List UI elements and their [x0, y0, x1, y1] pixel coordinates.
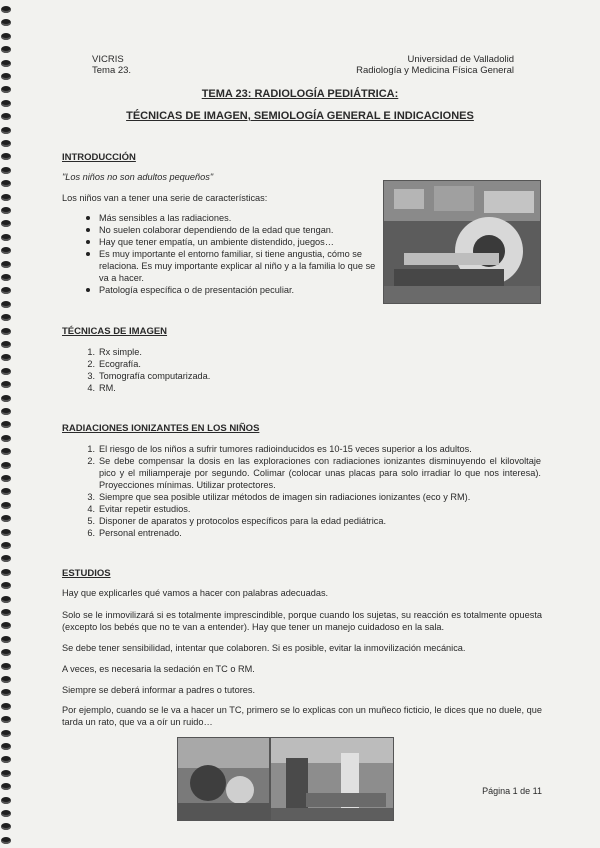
list-item: 1. Rx simple. — [87, 347, 142, 357]
binding-hole — [1, 100, 11, 107]
list-item: 5. Disponer de aparatos y protocolos específicos para la edad pediátrica. — [87, 516, 387, 526]
header-author: VICRIS — [92, 54, 124, 65]
binding-hole — [1, 797, 11, 804]
child-exam-photo-2 — [270, 737, 394, 821]
binding-hole — [1, 127, 11, 134]
binding-hole — [1, 381, 11, 388]
bullet-icon — [86, 240, 90, 244]
binding-hole — [1, 73, 11, 80]
binding-hole — [1, 301, 11, 308]
header-subject: Radiología y Medicina Física General — [356, 65, 514, 76]
studies-paragraph: Se debe tener sensibilidad, intentar que colaboren. Si es posible, evitar la inmovilización mecánica. — [62, 643, 466, 653]
studies-paragraph: Por ejemplo, cuando se le va a hacer un TC, primero se lo explicas con un muñeco ficticio, le dices que no duele, que tarda un rato, que va a oír un ruido… — [62, 705, 542, 727]
list-item: No suelen colaborar dependiendo de la edad que tengan. — [99, 224, 379, 236]
binding-hole — [1, 395, 11, 402]
list-item: Más sensibles a las radiaciones. — [99, 212, 379, 224]
list-item: 6. Personal entrenado. — [87, 528, 182, 538]
binding-hole — [1, 207, 11, 214]
binding-hole — [1, 33, 11, 40]
header-right — [356, 54, 514, 76]
list-item: Hay que tener empatía, un ambiente distendido, juegos… — [99, 236, 379, 248]
binding-hole — [1, 502, 11, 509]
binding-hole — [1, 435, 11, 442]
binding-hole — [1, 689, 11, 696]
binding-hole — [1, 46, 11, 53]
binding-hole — [1, 555, 11, 562]
header-left — [92, 54, 131, 76]
binding-hole — [1, 756, 11, 763]
binding-hole — [1, 354, 11, 361]
binding-hole — [1, 636, 11, 643]
intro-lead: Los niños van a tener una serie de características: — [62, 193, 268, 203]
binding-hole — [1, 529, 11, 536]
spiral-binding — [0, 0, 14, 848]
binding-hole — [1, 515, 11, 522]
radiation-list — [87, 443, 541, 539]
binding-hole — [1, 261, 11, 268]
binding-hole — [1, 328, 11, 335]
binding-hole — [1, 730, 11, 737]
binding-hole — [1, 247, 11, 254]
list-item: Es muy importante el entorno familiar, si tiene angustia, cómo se relaciona. Es muy importante explicar al niño y a la familia lo que se va a hacer. — [99, 248, 379, 284]
header-university: Universidad de Valladolid — [407, 54, 514, 65]
list-item: Patología específica o de presentación peculiar. — [99, 284, 379, 296]
binding-hole — [1, 622, 11, 629]
binding-hole — [1, 19, 11, 26]
section-heading-estudios: ESTUDIOS — [62, 568, 111, 579]
page-title: TEMA 23: RADIOLOGÍA PEDIÁTRICA: — [201, 88, 399, 100]
binding-hole — [1, 837, 11, 844]
binding-hole — [1, 676, 11, 683]
binding-hole — [1, 314, 11, 321]
list-item: 4. Evitar repetir estudios. — [87, 504, 191, 514]
binding-hole — [1, 234, 11, 241]
studies-paragraph: A veces, es necesaria la sedación en TC o RM. — [62, 664, 255, 674]
binding-hole — [1, 408, 11, 415]
binding-hole — [1, 770, 11, 777]
studies-paragraph: Solo se le inmovilizará si es totalmente imprescindible, porque cuando los sujetas, su reacción es totalmente opuesta (excepto los bebés que no te van a entender). Hay que tener un manejo cuidadoso en la sala. — [62, 610, 542, 632]
binding-hole — [1, 703, 11, 710]
bullet-icon — [86, 228, 90, 232]
header-topic: Tema 23. — [92, 65, 132, 76]
binding-hole — [1, 582, 11, 589]
binding-hole — [1, 823, 11, 830]
list-item: 3. Tomografía computarizada. — [87, 371, 211, 381]
section-heading-tecnicas: TÉCNICAS DE IMAGEN — [62, 326, 168, 337]
binding-hole — [1, 448, 11, 455]
list-item: 2. Ecografía. — [87, 359, 141, 369]
bullet-icon — [86, 252, 90, 256]
binding-hole — [1, 421, 11, 428]
binding-hole — [1, 6, 11, 13]
binding-hole — [1, 716, 11, 723]
list-item: 3. Siempre que sea posible utilizar métodos de imagen sin radiaciones ionizantes (eco y RM). — [87, 492, 471, 502]
binding-hole — [1, 542, 11, 549]
list-item: 4. RM. — [87, 383, 116, 393]
binding-hole — [1, 220, 11, 227]
binding-hole — [1, 783, 11, 790]
binding-hole — [1, 663, 11, 670]
bullet-icon — [86, 216, 90, 220]
binding-hole — [1, 287, 11, 294]
binding-hole — [1, 596, 11, 603]
binding-hole — [1, 341, 11, 348]
binding-hole — [1, 609, 11, 616]
binding-hole — [1, 167, 11, 174]
binding-hole — [1, 368, 11, 375]
section-heading-introduccion: INTRODUCCIÓN — [62, 152, 136, 163]
binding-hole — [1, 810, 11, 817]
page-subtitle: TÉCNICAS DE IMAGEN, SEMIOLOGÍA GENERAL E INDICACIONES — [126, 110, 474, 122]
binding-hole — [1, 140, 11, 147]
binding-hole — [1, 462, 11, 469]
list-item: 1. El riesgo de los niños a sufrir tumores radioinducidos es 10-15 veces superior a los adultos. — [87, 444, 472, 454]
binding-hole — [1, 194, 11, 201]
binding-hole — [1, 743, 11, 750]
binding-hole — [1, 488, 11, 495]
intro-bullet-list — [99, 212, 379, 296]
ct-scanner-photo — [383, 180, 541, 304]
section-heading-radiaciones: RADIACIONES IONIZANTES EN LOS NIÑOS — [62, 423, 260, 434]
intro-quote: "Los niños no son adultos pequeños" — [62, 172, 214, 182]
studies-paragraph: Siempre se deberá informar a padres o tutores. — [62, 685, 256, 695]
binding-hole — [1, 60, 11, 67]
list-item: 2. Se debe compensar la dosis en las exploraciones con radiaciones ionizantes disminuyendo el kilovoltaje pico y el miliamperaje por segundo. Colimar (colocar unas placas para solo irradiar lo que nos interesa). Proyecciones mínimas. Utilizar protectores. — [87, 456, 541, 490]
binding-hole — [1, 475, 11, 482]
bullet-icon — [86, 288, 90, 292]
binding-hole — [1, 569, 11, 576]
binding-hole — [1, 180, 11, 187]
binding-hole — [1, 274, 11, 281]
page-number: Página 1 de 11 — [482, 786, 542, 796]
binding-hole — [1, 153, 11, 160]
techniques-list — [87, 346, 399, 394]
child-exam-photo-1 — [177, 737, 270, 821]
binding-hole — [1, 649, 11, 656]
studies-paragraph: Hay que explicarles qué vamos a hacer con palabras adecuadas. — [62, 588, 329, 598]
